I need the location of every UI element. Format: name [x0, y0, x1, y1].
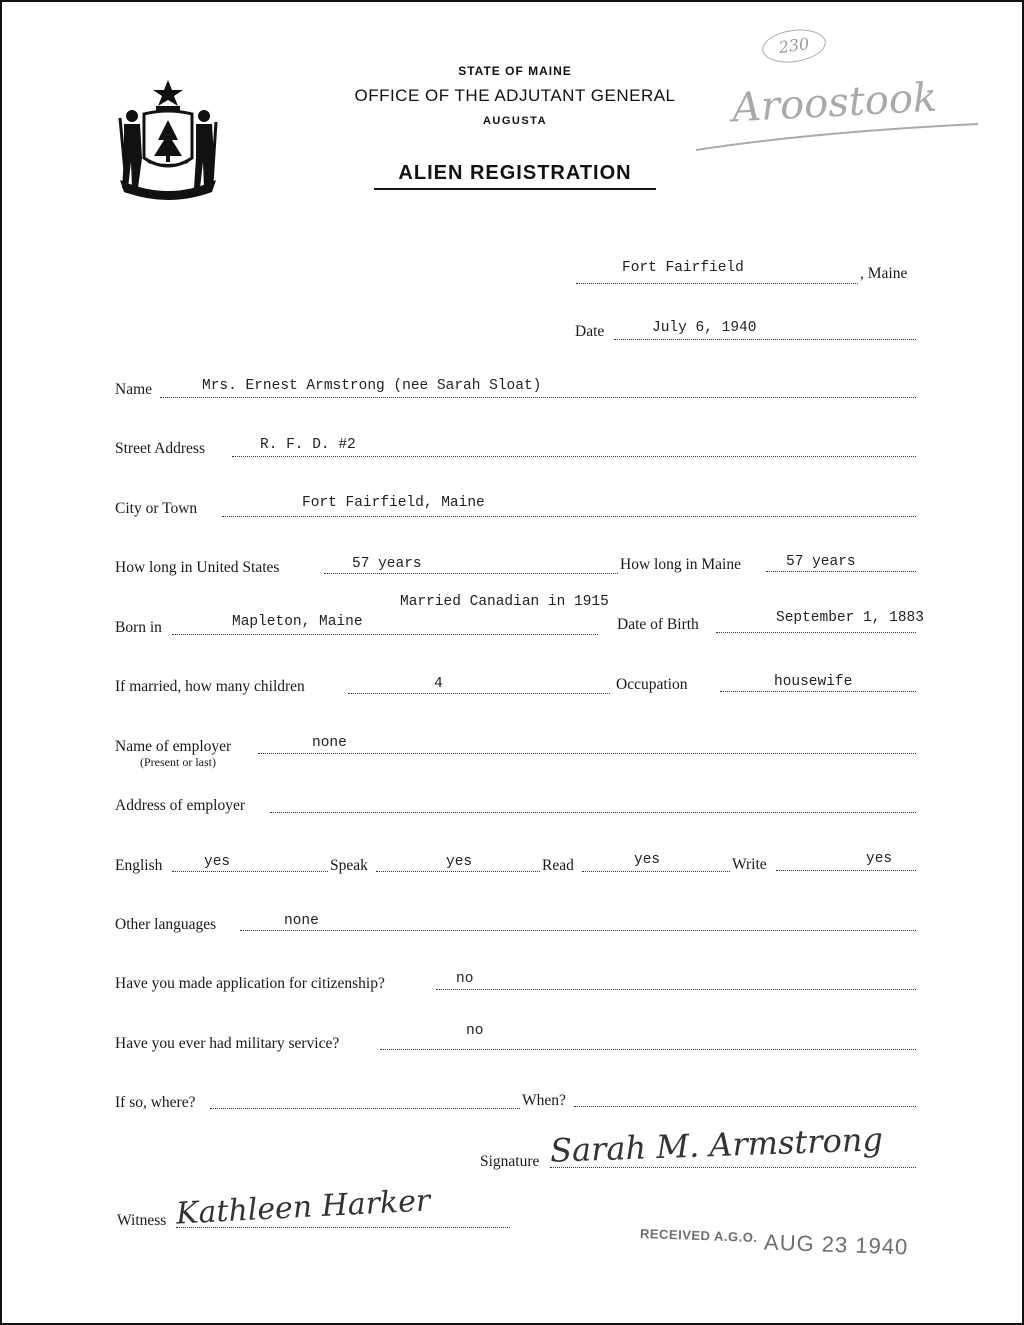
name-line: [160, 396, 916, 398]
read-line: [582, 870, 730, 872]
city-line: [222, 515, 916, 517]
how-long-maine-label: How long in Maine: [620, 556, 741, 573]
speak-value: yes: [446, 854, 473, 870]
how-long-us-value: 57 years: [352, 556, 422, 572]
children-line: [348, 692, 610, 694]
city-label: City or Town: [115, 500, 198, 517]
dob-line: [716, 631, 916, 633]
city-value: Fort Fairfield, Maine: [302, 495, 485, 511]
street-line: [232, 455, 916, 457]
english-line: [172, 870, 328, 872]
when-label: When?: [522, 1092, 566, 1109]
occupation-line: [720, 690, 916, 692]
employer-sublabel: (Present or last): [140, 755, 216, 769]
read-label: Read: [542, 857, 574, 874]
date-line: [614, 338, 916, 340]
other-languages-line: [240, 929, 916, 931]
title-underline: [374, 188, 656, 190]
employer-address-line: [270, 811, 916, 813]
born-in-value: Mapleton, Maine: [232, 614, 363, 630]
speak-label: Speak: [330, 857, 368, 874]
citizenship-label: Have you made application for citizenship?: [115, 975, 385, 992]
married-note: Married Canadian in 1915: [400, 594, 609, 610]
witness-signature: Kathleen Harker: [175, 1183, 432, 1232]
military-label: Have you ever had military service?: [115, 1035, 340, 1052]
county-annotation: Aroostook: [730, 74, 939, 132]
employer-label: Name of employer: [115, 738, 232, 755]
seal-banner-text: MAINE: [149, 180, 187, 191]
how-long-us-label: How long in United States: [115, 559, 280, 576]
occupation-label: Occupation: [616, 676, 688, 693]
english-value: yes: [204, 854, 231, 870]
citizenship-line: [436, 988, 916, 990]
pencil-stroke: [694, 118, 980, 154]
how-long-us-line: [324, 572, 618, 574]
when-line: [574, 1105, 916, 1107]
other-languages-label: Other languages: [115, 916, 217, 933]
received-stamp-date: AUG 23 1940: [763, 1229, 909, 1260]
children-value: 4: [434, 676, 443, 692]
born-in-line: [172, 633, 598, 635]
witness-label: Witness: [117, 1212, 167, 1229]
header-city: AUGUSTA: [482, 115, 548, 127]
read-value: yes: [634, 852, 661, 868]
date-value: July 6, 1940: [652, 320, 757, 336]
dob-label: Date of Birth: [617, 616, 699, 633]
received-stamp: RECEIVED A.G.O.: [639, 1225, 758, 1246]
street-value: R. F. D. #2: [260, 437, 356, 453]
dob-value: September 1, 1883: [776, 610, 924, 626]
applicant-signature: Sarah M. Armstrong: [549, 1120, 884, 1170]
where-line: [210, 1107, 520, 1109]
file-number: 230: [760, 26, 828, 67]
how-long-maine-value: 57 years: [786, 554, 856, 570]
occupation-value: housewife: [774, 674, 853, 690]
header-state: STATE OF MAINE: [458, 64, 572, 78]
military-value: no: [466, 1023, 484, 1039]
town-value: Fort Fairfield: [622, 260, 744, 276]
employer-line: [258, 752, 916, 754]
name-value: Mrs. Ernest Armstrong (nee Sarah Sloat): [202, 378, 542, 394]
military-line: [380, 1048, 916, 1050]
name-label: Name: [115, 381, 153, 398]
employer-address-label: Address of employer: [115, 797, 245, 814]
where-label: If so, where?: [115, 1094, 196, 1111]
other-languages-value: none: [284, 913, 319, 929]
town-line: [576, 282, 858, 284]
signature-label: Signature: [480, 1153, 540, 1170]
english-label: English: [115, 857, 163, 874]
maine-label: , Maine: [860, 265, 908, 282]
children-label: If married, how many children: [115, 678, 305, 695]
write-line: [776, 869, 916, 871]
street-label: Street Address: [115, 440, 205, 457]
employer-value: none: [312, 735, 347, 751]
write-label: Write: [732, 856, 767, 873]
form-title: ALIEN REGISTRATION: [398, 162, 632, 184]
date-label: Date: [575, 323, 605, 340]
born-in-label: Born in: [115, 619, 162, 636]
citizenship-value: no: [456, 971, 474, 987]
speak-line: [376, 870, 540, 872]
header-office: OFFICE OF THE ADJUTANT GENERAL: [354, 86, 676, 105]
write-value: yes: [866, 851, 893, 867]
how-long-maine-line: [766, 570, 916, 572]
